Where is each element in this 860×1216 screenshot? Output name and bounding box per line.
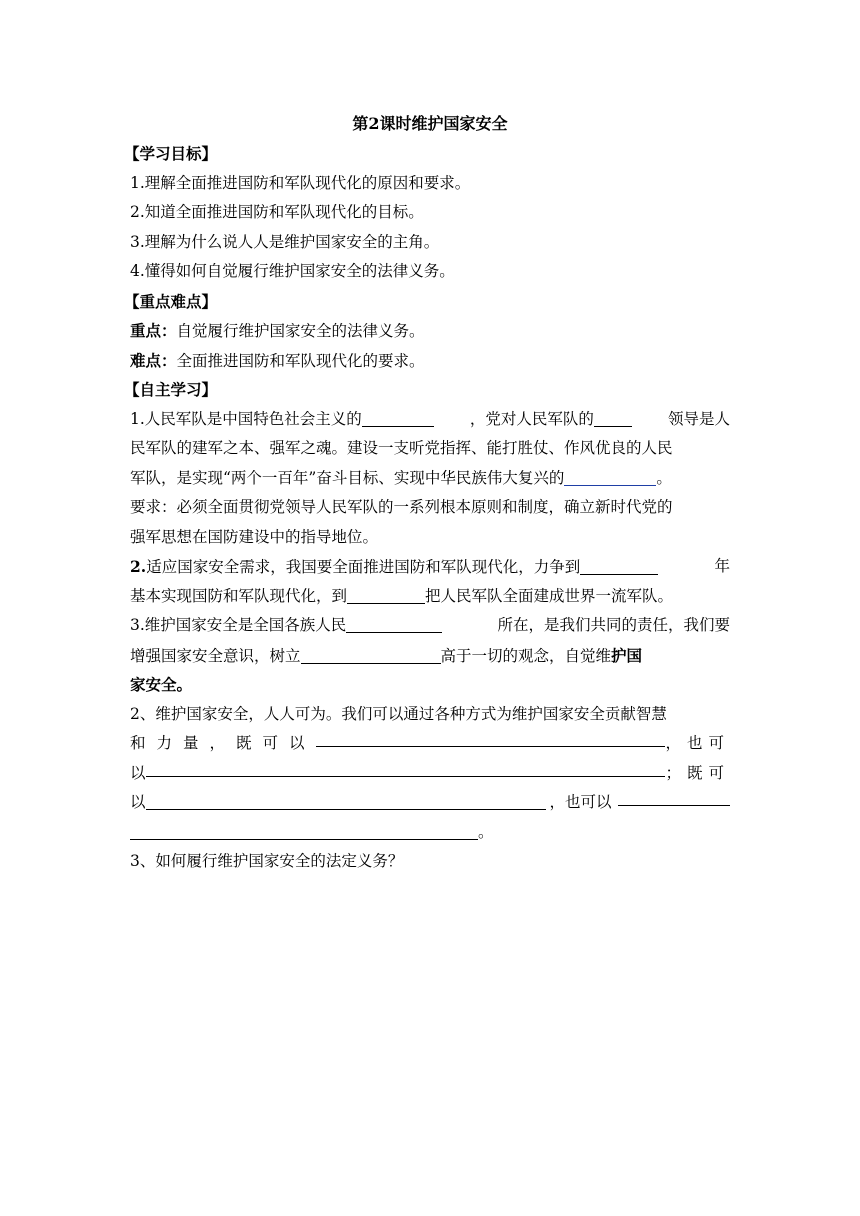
fill-blank[interactable] <box>346 615 442 633</box>
q2-line-1 <box>130 552 730 582</box>
q3-segment: 护国 <box>611 645 643 665</box>
q4-segment: ，也可以 <box>549 793 612 811</box>
fill-blank[interactable] <box>146 759 666 777</box>
goal-item: 3.理解为什么说人人是维护国家安全的主角。 <box>130 232 440 251</box>
q1-segment: 1.人民军队是中国特色社会主义的 <box>130 409 362 428</box>
q3-line-2 <box>130 641 730 671</box>
section-header-goals: 【学习目标】 <box>124 144 218 163</box>
q3-segment: 所在，是我们共同的责任，我们要 <box>497 616 730 634</box>
fill-blank[interactable] <box>580 557 658 575</box>
focus-text: 自觉履行维护国家安全的法律义务。 <box>176 322 425 340</box>
q1-line-2: 民军队的建军之本、强军之魂。建设一支听党指挥、能打胜仗、作风优良的人民 <box>130 439 673 457</box>
q4-line-5 <box>130 818 730 848</box>
goal-item: 4.懂得如何自觉履行维护国家安全的法律义务。 <box>130 262 455 280</box>
key-difficulty-line <box>130 346 730 376</box>
q1-segment: 。 <box>656 468 672 487</box>
fill-blank[interactable] <box>316 729 666 747</box>
fill-blank[interactable] <box>564 468 656 486</box>
fill-blank[interactable] <box>146 792 546 810</box>
focus-label: 重点： <box>130 321 177 340</box>
q1-line-3 <box>130 464 730 494</box>
q1-line-5: 强军思想在国防建设中的指导地位。 <box>130 527 379 546</box>
q1-segment: 领导是人 <box>667 409 730 428</box>
q3-line-1 <box>130 611 730 641</box>
q4-segment: 以 <box>130 763 146 782</box>
q3-text <box>130 611 442 641</box>
page-title: 第2课时维护国家安全 <box>352 114 508 133</box>
q2-number: 2. <box>130 557 147 576</box>
fill-blank[interactable] <box>618 788 730 806</box>
q1-line-4: 要求：必须全面贯彻党领导人民军队的一系列根本原则和制度，确立新时代党的 <box>130 498 673 516</box>
key-focus-line <box>130 316 730 346</box>
q2-segment: 适应国家安全需求，我国要全面推进国防和军队现代化，力争到 <box>146 558 581 576</box>
fill-blank[interactable] <box>347 586 425 604</box>
q4-line-4 <box>130 788 730 818</box>
q4-segment: ；既可 <box>665 763 730 782</box>
fill-blank[interactable] <box>130 822 478 840</box>
fill-blank[interactable] <box>594 409 632 427</box>
section-header-key-points: 【重点难点】 <box>124 291 218 311</box>
q1-text <box>130 405 434 435</box>
q4-segment: 以 <box>130 793 146 811</box>
q1-line-1 <box>130 405 730 435</box>
goal-item: 2.知道全面推进国防和军队现代化的目标。 <box>130 203 424 221</box>
q2-segment: 年 <box>714 557 730 575</box>
worksheet-page <box>124 108 730 877</box>
q2-line-2 <box>130 582 730 612</box>
q1-segment: ，党对人民军队的 <box>469 409 594 428</box>
q3-segment: 高于一切的观念，自觉维 <box>440 646 612 665</box>
q4-segment: 和力量，既可以 <box>130 734 316 752</box>
q1-text <box>470 405 632 435</box>
difficulty-label: 难点： <box>130 350 177 370</box>
q4-line-2 <box>130 729 730 759</box>
q4-line-3 <box>130 759 730 789</box>
q5-line: 3、如何履行维护国家安全的法定义务？ <box>130 852 404 870</box>
fill-blank[interactable] <box>362 409 434 427</box>
q3-segment: 3.维护国家安全是全国各族人民 <box>130 616 347 634</box>
q3-line-3: 家安全。 <box>130 675 193 694</box>
section-header-self-study: 【自主学习】 <box>124 380 218 399</box>
fill-blank[interactable] <box>301 646 441 664</box>
q4-segment: ，也可 <box>665 734 730 752</box>
q2-segment: 把人民军队全面建成世界一流军队。 <box>425 586 674 605</box>
q2-segment: 基本实现国防和军队现代化，到 <box>130 586 348 605</box>
q4-line-1: 2、维护国家安全，人人可为。我们可以通过各种方式为维护国家安全贡献智慧 <box>130 704 667 723</box>
q4-text <box>130 788 612 818</box>
q2-text <box>130 552 658 582</box>
q3-segment: 增强国家安全意识，树立 <box>130 646 301 665</box>
q4-segment: 。 <box>478 822 494 841</box>
difficulty-text: 全面推进国防和军队现代化的要求。 <box>176 351 425 370</box>
q1-segment: 军队，是实现“两个一百年”奋斗目标、实现中华民族伟大复兴的 <box>130 468 565 487</box>
goal-item: 1.理解全面推进国防和军队现代化的原因和要求。 <box>130 173 471 192</box>
